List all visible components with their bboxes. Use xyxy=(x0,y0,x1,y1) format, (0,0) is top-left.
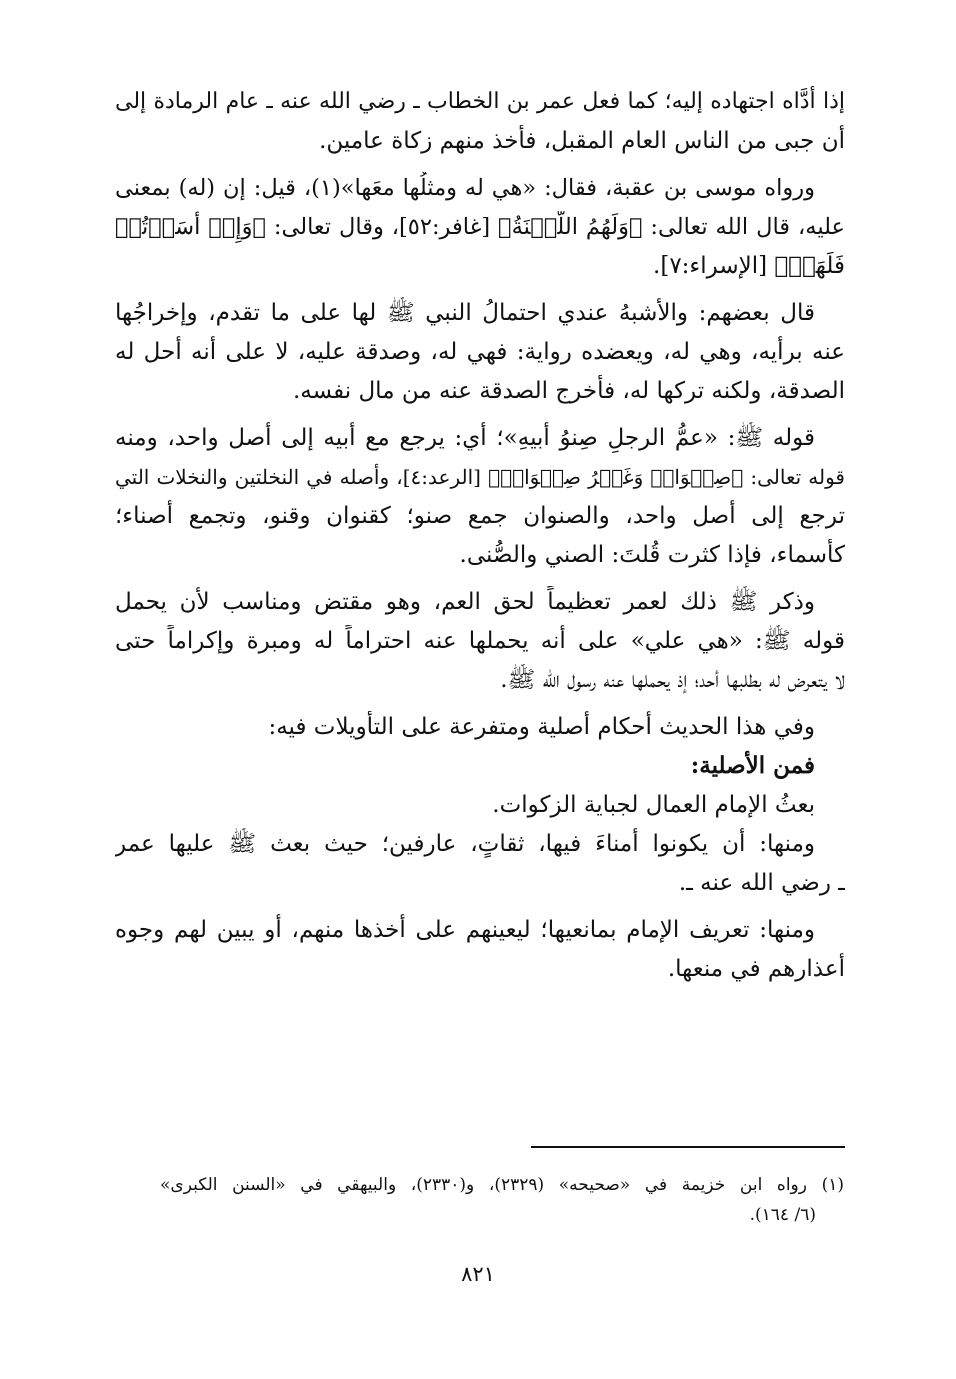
footnote-separator xyxy=(531,1146,845,1148)
text-line: كأسماء، فإذا كثرت قُلتَ: الصني والصُّنى. xyxy=(459,542,845,568)
text-line: أن جبى من الناس العام المقبل، فأخذ منهم زكاة عامين. xyxy=(319,128,845,154)
footnote-line: (١) رواه ابن خزيمة في «صحيحه» (٢٣٢٩)، و(٢٣٣٠)، والبيهقي في «السنن الكبرى» xyxy=(160,1175,844,1195)
text-line: أعذارهم في منعها. xyxy=(667,956,845,982)
text-line: بعثُ الإمام العمال لجباية الزكوات. xyxy=(492,792,815,818)
text-line: وفي هذا الحديث أحكام أصلية ومتفرعة على التأويلات فيه: xyxy=(268,714,815,740)
text-line: وذكر ﷺ ذلك لعمر تعظيماً لحق العم، وهو مقتض ومناسب لأن يحمل xyxy=(115,589,815,615)
text-line: ـ رضي الله عنه ـ. xyxy=(678,870,845,896)
page-number: ٨٢١ xyxy=(461,1262,495,1286)
text-line: ومنها: تعريف الإمام بمانعيها؛ ليعينهم على أخذها منهم، أو يبين لهم وجوه xyxy=(115,917,815,943)
text-line: ومنها: أن يكونوا أمناءَ فيها، ثقاتٍ، عارفين؛ حيث بعث ﷺ عليها عمر xyxy=(115,831,815,857)
section-heading: فمن الأصلية: xyxy=(690,752,815,779)
text-line: فَلَهَاۚ﴾ [الإسراء:٧]. xyxy=(653,253,845,279)
text-line: قوله ﷺ: «عمُّ الرجلِ صِنوُ أَبيهِ»؛ أي: يرجع مع أبيه إلى أصل واحد، ومنه xyxy=(115,425,815,451)
text-line: قوله ﷺ: «هي علي» على أنه يحملها عنه احتراماً له ومبرة وإكراماً حتى xyxy=(115,628,845,654)
text-line: لا يتعرض له بطلبها أحد؛ إذ يحملها عنه رسول الله ﷺ. xyxy=(500,667,845,693)
text-line: الصدقة، ولكنه تركها له، فأخرج الصدقة عنه من مال نفسه. xyxy=(292,378,845,404)
text-line: إذا أدَّاه اجتهاده إليه؛ كما فعل عمر بن الخطاب ـ رضي الله عنه ـ عام الرمادة إلى xyxy=(115,89,845,114)
text-line: ترجع إلى أصل واحد، والصنوان جمع صنو؛ كقنوان وقنو، وتجمع أصناء؛ xyxy=(115,503,845,529)
footnote xyxy=(160,1170,844,1230)
footnote-line: (٦/ ١٦٤). xyxy=(749,1205,816,1225)
text-line: قال بعضهم: والأشبهُ عندي احتمالُ النبي ﷺ لها على ما تقدم، وإخراجُها xyxy=(115,300,815,326)
main-text xyxy=(115,86,845,992)
text-line: عليه، قال الله تعالى: ﴿وَلَهُمُ اللَّعۡنَةُ﴾ [غافر:٥٢]، وقال تعالى: ﴿وَإِنۡ أَسَأۡتُمۡ xyxy=(115,214,845,240)
text-line: عنه برأيه، وهي له، ويعضده رواية: فهي له، وصدقة عليه، لا على أنه أحل له xyxy=(115,339,845,365)
text-line: قوله تعالى: ﴿صِنۡوَانٞ وَغَيۡرُ صِنۡوَانٖ﴾ [الرعد:٤]، وأصله في النخلتين والنخلات التي xyxy=(115,465,845,489)
text-line: ورواه موسى بن عقبة، فقال: «هي له ومثلُها معَها»(١)، قيل: إن (له) بمعنى xyxy=(115,175,816,201)
